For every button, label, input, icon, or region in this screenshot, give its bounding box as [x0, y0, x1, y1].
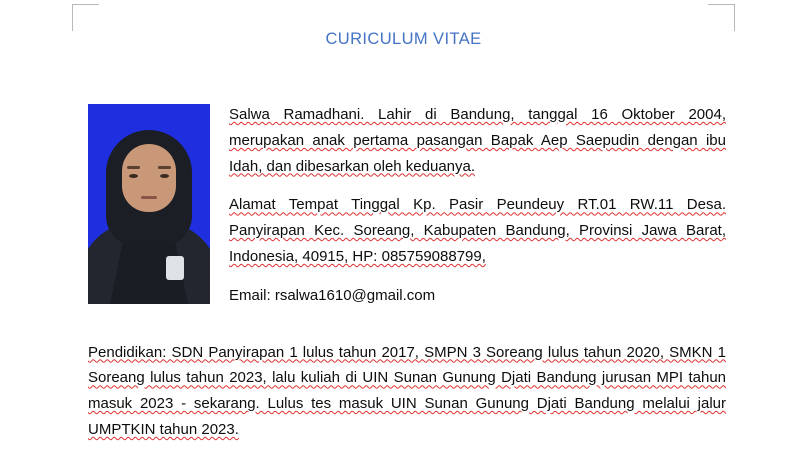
education-section: [88, 340, 726, 443]
education-paragraph: Pendidikan: SDN Panyirapan 1 lulus tahun 2017, SMPN 3 Soreang lulus tahun 2020, SMKN 1 Soreang lulus tahun 2023, lalu kuliah di UIN Sunan Gunung Djati Bandung jurusan MPI tahun masuk 2023 - sekarang. Lulus tes masuk UIN Sunan Gunung Djati Bandung melalui jalur UMPTKIN tahun 2023.: [88, 343, 726, 438]
photo-face: [122, 144, 176, 212]
photo-eye-right: [160, 174, 169, 178]
photo-eyebrow-left: [127, 166, 140, 169]
page-corner-mark-top-right: [708, 4, 735, 31]
address-paragraph: Alamat Tempat Tinggal Kp. Pasir Peundeuy RT.01 RW.11 Desa. Panyirapan Kec. Soreang, Kabupaten Bandung, Provinsi Jawa Barat, Indonesia, 40915, HP: 085759088799,: [229, 196, 726, 265]
photo-name-badge: [166, 256, 184, 280]
portrait-photo: [88, 104, 210, 304]
bio-paragraph: Salwa Ramadhani. Lahir di Bandung, tanggal 16 Oktober 2004, merupakan anak pertama pasangan Bapak Aep Saepudin dengan ibu Idah, dan dibesarkan oleh keduanya.: [229, 106, 726, 175]
intro-text-column: [229, 104, 726, 322]
document-body: [88, 104, 726, 443]
page-title: CURICULUM VITAE: [325, 30, 482, 48]
photo-eyebrow-right: [158, 166, 171, 169]
intro-section: [88, 104, 726, 322]
photo-mouth: [141, 196, 157, 199]
page-corner-mark-top-left: [72, 4, 99, 31]
email-paragraph: Email: rsalwa1610@gmail.com: [229, 286, 436, 304]
photo-eye-left: [129, 174, 138, 178]
